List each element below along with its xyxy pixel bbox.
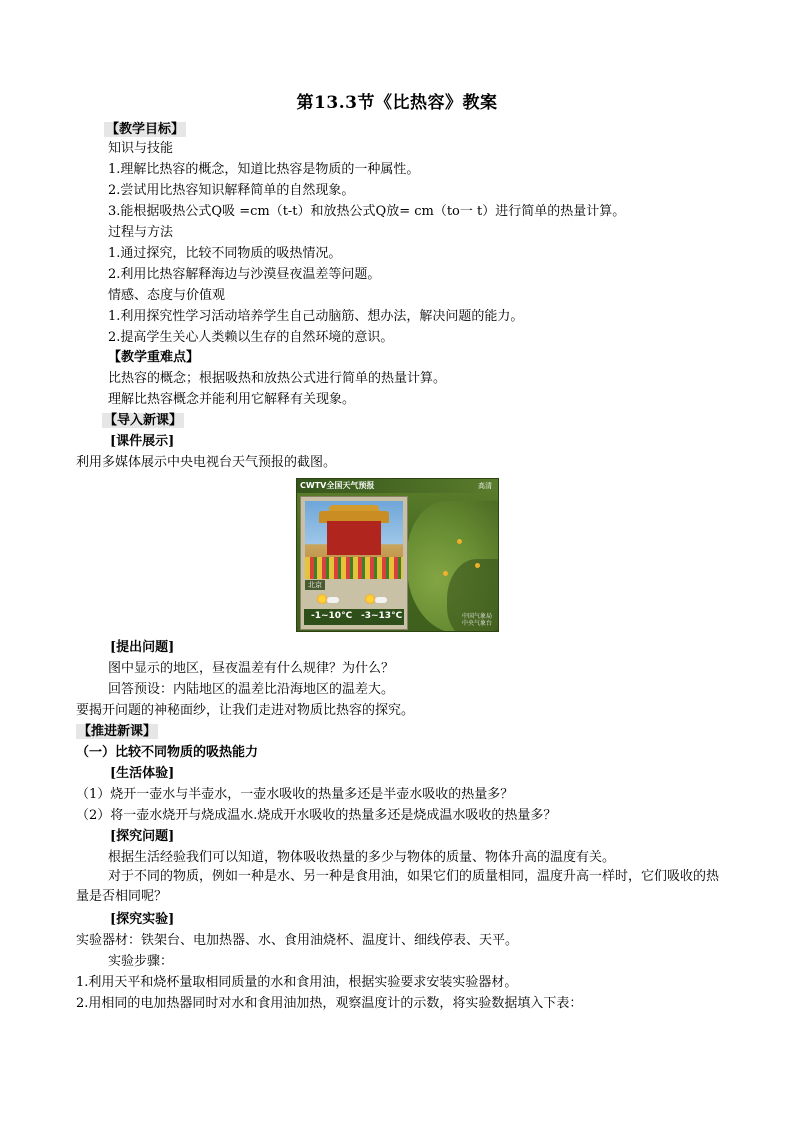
process-item-2: 2.利用比热容解释海边与沙漠昼夜温差等问题。: [108, 267, 381, 282]
experiment-label: [探究实验]: [110, 912, 175, 927]
footer-line-1: 中国气象局: [461, 613, 492, 620]
process-item-1: 1.通过探究，比较不同物质的吸热情况。: [108, 246, 342, 261]
temperature-day2: -3~13°C: [361, 611, 403, 621]
footer-line-2: 中央气象台: [461, 620, 492, 627]
key-point-1: 比热容的概念；根据吸热和放热公式进行简单的热量计算。: [108, 371, 447, 386]
life-experience-label: [生活体验]: [110, 766, 175, 781]
emotion-item-1: 1.利用探究性学习活动培养学生自己动脑筋、想办法，解决问题的能力。: [108, 309, 524, 324]
cloud-icon: [375, 597, 387, 603]
ask-label: [提出问题]: [110, 640, 175, 655]
process-heading: 过程与方法: [108, 225, 174, 240]
life-question-1: （1）烧开一壶水与半壶水，一壶水吸收的热量多还是半壶水吸收的热量多？: [76, 787, 514, 802]
section-teaching-goals: 【教学目标】: [106, 122, 185, 137]
weather-brand: CWTV全国天气预报: [300, 481, 375, 490]
emotion-heading: 情感、态度与价值观: [108, 288, 226, 303]
ask-answer: 回答预设：内陆地区的温差比沿海地区的温差大。: [108, 682, 395, 697]
sun-icon: [365, 594, 375, 604]
equipment-text: 实验器材：铁架台、电加热器、水、食用油烧杯、温度计、细线停表、天平。: [76, 933, 519, 948]
map-city-marker: [457, 539, 462, 544]
ask-transition: 要揭开问题的神秘面纱，让我们走进对物质比热容的探究。: [76, 703, 415, 718]
map-city-marker: [443, 571, 448, 576]
map-city-marker: [475, 563, 480, 568]
steps-heading: 实验步骤：: [108, 954, 174, 969]
sun-icon: [317, 594, 327, 604]
section-key-points: 【教学重难点】: [108, 350, 200, 365]
city-label: 北京: [305, 580, 325, 590]
inquiry-text-2: 对于不同的物质，例如一种是水、另一种是食用油，如果它们的质量相同，温度升高一样时，它们吸收的热量是否相同呢？: [76, 869, 720, 904]
knowledge-item-3: 3.能根据吸热公式Q吸 =cm（t-t）和放热公式Q放= cm（to一 t）进行简单的热量计算。: [108, 204, 626, 219]
courseware-text: 利用多媒体展示中央电视台天气预报的截图。: [76, 455, 337, 470]
section-intro: 【导入新课】: [104, 413, 183, 428]
hd-badge: 高清: [478, 482, 492, 490]
weather-footer: [462, 613, 492, 627]
knowledge-heading: 知识与技能: [108, 141, 174, 156]
knowledge-item-2: 2.尝试用比热容知识解释简单的自然现象。: [108, 183, 355, 198]
part-one-heading: （一）比较不同物质的吸热能力: [76, 745, 259, 760]
life-question-2: （2）将一壶水烧开与烧成温水.烧成开水吸收的热量多还是烧成温水吸收的热量多？: [76, 808, 557, 823]
page-title: 第13.3节《比热容》教案: [296, 93, 498, 113]
tiananmen-photo: [305, 501, 403, 579]
courseware-label: [课件展示]: [110, 434, 175, 449]
step-2: 2.用相同的电加热器同时对水和食用油加热，观察温度计的示数，将实验数据填入下表：: [76, 996, 583, 1011]
inquiry-text-1: 根据生活经验我们可以知道，物体吸收热量的多少与物体的质量、物体升高的温度有关。: [108, 850, 616, 865]
weather-forecast-image: [296, 478, 499, 632]
section-advance: 【推进新课】: [78, 724, 157, 739]
knowledge-item-1: 1.理解比热容的概念，知道比热容是物质的一种属性。: [108, 162, 420, 177]
inquiry-label: [探究问题]: [110, 829, 175, 844]
gate-wall: [327, 521, 381, 555]
emotion-item-2: 2.提高学生关心人类赖以生存的自然环境的意识。: [108, 330, 394, 345]
city-panel: [300, 496, 408, 630]
cloud-icon: [327, 597, 339, 603]
temperature-day1: -1~10°C: [311, 611, 353, 621]
step-1: 1.利用天平和烧杯量取相同质量的水和食用油，根据实验要求安装实验器材。: [76, 975, 518, 990]
key-point-2: 理解比热容概念并能利用它解释有关现象。: [108, 392, 356, 407]
ask-question: 图中显示的地区，昼夜温差有什么规律？为什么？: [108, 661, 395, 676]
flower-bed: [305, 557, 403, 579]
